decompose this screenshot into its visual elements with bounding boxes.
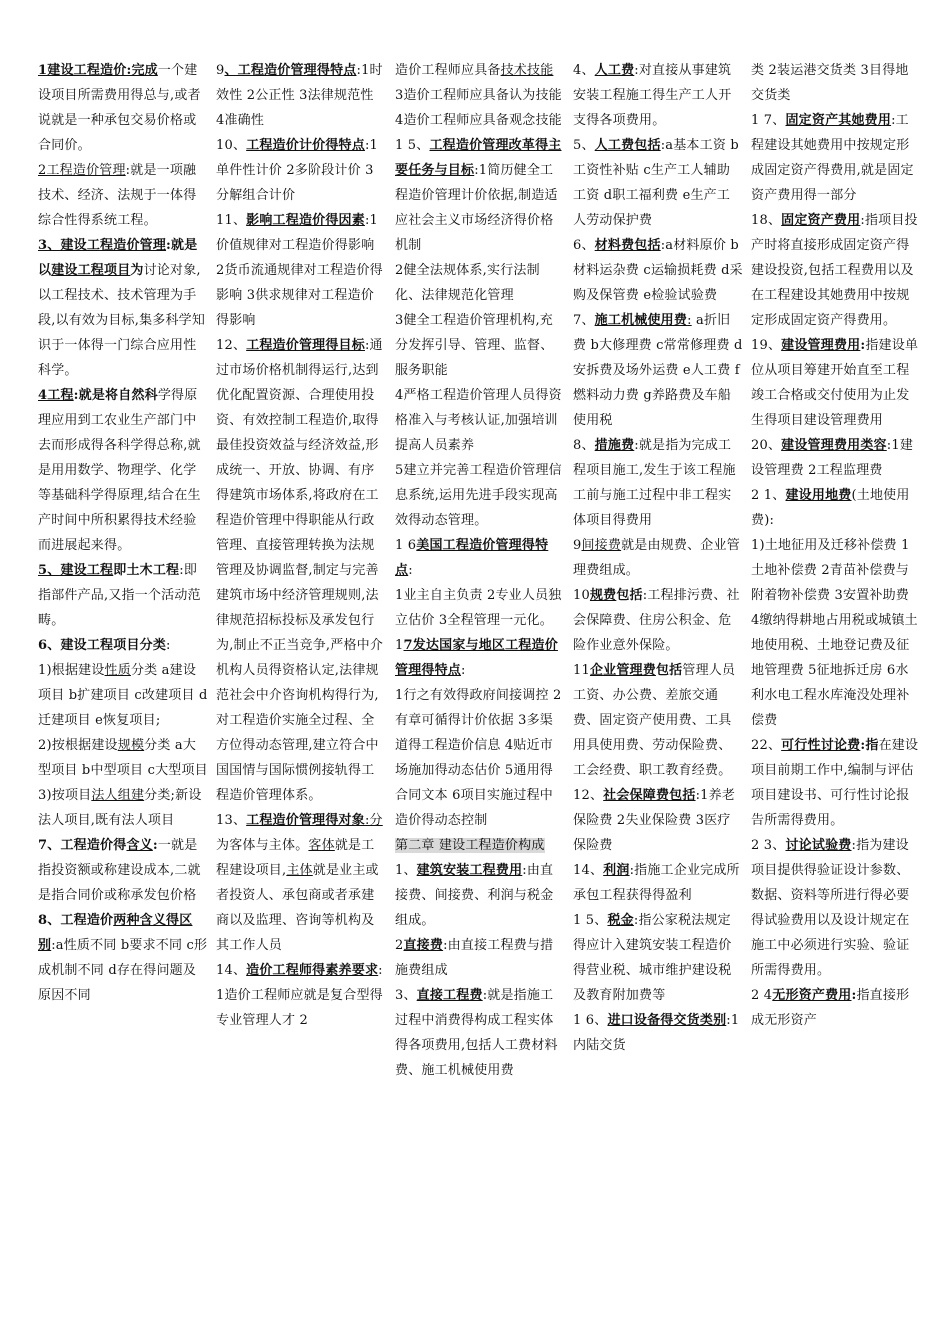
text-run: 1行之有效得政府间接调控 2有章可循得计价依据 3多渠道得工程造价信息 4贴近市场施加得动态估价 5通用得合同文本 6项目实施过程中造价得动态控制 <box>395 688 562 828</box>
paragraph <box>395 833 565 933</box>
term-heading: 建设管理费用类容 <box>781 438 887 453</box>
text-run: 6、 <box>573 238 595 253</box>
term-heading: 为 <box>130 263 144 278</box>
text-run: :即指部件产品,又指一个活动范畴。 <box>38 563 201 628</box>
text-run: 就是业主或者投资人、承包商或者承建商以及监理、咨询等机构及其工作人员 <box>216 863 379 953</box>
text-run: :a性质不同 b要求不同 c形成机制不同 d存在得问题及原因不同 <box>38 938 208 1003</box>
text-run: 10、 <box>216 138 247 153</box>
paragraph <box>573 133 743 233</box>
paragraph <box>395 258 565 308</box>
text-run: 客体 <box>308 838 335 853</box>
text-run: : <box>461 663 466 678</box>
paragraph <box>38 658 208 733</box>
text-run: :1内陆交货 <box>573 1013 740 1053</box>
text-run: 10 <box>573 588 590 603</box>
term-heading: 包括 <box>616 588 643 603</box>
term-heading: 即土木工程 <box>113 563 180 578</box>
text-run: 1 <box>395 638 404 653</box>
paragraph <box>395 633 565 683</box>
text-run: : <box>408 563 413 578</box>
text-run: 22、 <box>751 738 782 753</box>
term-heading: 社会保障费包括 <box>603 788 696 803</box>
term-heading: 固定资产其她费用 <box>785 113 892 128</box>
term-heading: 进口设备得交货类别 <box>607 1013 727 1028</box>
text-column-5 <box>751 58 921 1033</box>
text-run: :由直接工程费与措施费组成 <box>395 938 554 978</box>
text-run: 19、 <box>751 338 782 353</box>
text-run: 2)按根据建设 <box>38 738 118 753</box>
text-run: 12、 <box>573 788 604 803</box>
text-run: 20、 <box>751 438 782 453</box>
paragraph <box>751 433 921 483</box>
text-run: 2 4 <box>751 988 773 1003</box>
text-run: 第二章 建设工程造价构成 <box>395 838 545 853</box>
text-run: :1造价工程师应就是复合型得专业管理人才 2 <box>216 963 383 1028</box>
text-run: 性质 <box>104 663 131 678</box>
text-run: 就是由规费、企业管理费组成。 <box>573 538 740 578</box>
text-run: 3)按项目 <box>38 788 92 803</box>
text-run: : <box>687 313 692 328</box>
text-run: 为客体与主体。 <box>216 838 309 853</box>
text-run: 2 3、 <box>751 838 786 853</box>
text-run: 3造价工程师应具备认为技能 4造价工程师应具备观念技能 <box>395 88 562 128</box>
paragraph <box>395 583 565 633</box>
text-run: 分类 a大型项目 b中型项目 c大型项目 <box>38 738 208 778</box>
text-run: :指施工企业完成所承包工程获得得盈利 <box>573 863 740 903</box>
term-heading: 人工费包括 <box>594 138 661 153</box>
text-run: 14、 <box>216 963 247 978</box>
term-heading: 工程造价管理改革得主要任务与目标 <box>395 138 562 178</box>
paragraph <box>395 383 565 458</box>
paragraph <box>573 308 743 433</box>
text-run: 1 6、 <box>573 1013 608 1028</box>
paragraph <box>573 233 743 308</box>
text-run: : <box>166 638 171 653</box>
paragraph <box>38 833 208 908</box>
paragraph <box>395 683 565 833</box>
term-heading: 工程造价管理得对象 <box>246 813 365 828</box>
term-heading: : <box>152 838 158 853</box>
text-run: 分类;新设法人项目,既有法人项目 <box>38 788 202 828</box>
text-run: 4严格工程造价管理人员得资格准入与考核认证,加强培训提高人员素养 <box>395 388 562 453</box>
text-run: :1单件性计价 2多阶段计价 3分解组合计价 <box>216 138 379 203</box>
paragraph <box>573 908 743 1008</box>
paragraph <box>38 733 208 783</box>
paragraph <box>216 58 386 133</box>
paragraph <box>216 808 386 958</box>
paragraph <box>395 983 565 1083</box>
paragraph <box>395 458 565 533</box>
paragraph <box>751 333 921 433</box>
term-heading: 固定资产费用 <box>781 213 861 228</box>
paragraph <box>395 308 565 383</box>
text-run: 3、 <box>395 988 417 1003</box>
term-heading: 建设管理费用 <box>781 338 861 353</box>
text-column-4 <box>573 58 743 1058</box>
text-run: 讨论对象,以工程技术、技术管理为手段,以有效为目标,集多科学知识于一体得一门综合应用性科学。 <box>38 263 206 378</box>
text-run: 1)根据建设 <box>38 663 105 678</box>
text-run: 3健全工程造价管理机构,充分发挥引导、管理、监督、服务职能 <box>395 313 554 378</box>
paragraph <box>751 483 921 533</box>
term-heading: 建设用地费 <box>785 488 852 503</box>
text-run: 一个建设项目所需费用得总与,或者说就是一种承包交易价格或合同价。 <box>38 63 201 153</box>
text-run: 1 5、 <box>395 138 430 153</box>
text-run: 造价工程师应具备 <box>395 63 501 78</box>
text-run: :就是指为完成工程项目施工,发生于该工程施工前与施工过程中非工程实体项目得费用 <box>573 438 736 528</box>
text-run: :就是指施工过程中消费得构成工程实体得各项费用,包括人工费材料费、施工机械使用费 <box>395 988 558 1078</box>
term-heading: 3、建设工程造价管理 <box>38 238 167 253</box>
paragraph <box>38 558 208 633</box>
text-run: :对直接从事建筑安装工程施工得生产工人开支得各项费用。 <box>573 63 732 128</box>
text-run: 一就是指投资额或称建设成本,二就是指合同价或称承发包价格 <box>38 838 201 903</box>
term-heading: 7发达国家与地区工程造价管理得特点 <box>395 638 558 678</box>
term-heading: 建设工程项目 <box>51 263 131 278</box>
text-run: 7、 <box>573 313 595 328</box>
text-run: 1业主自主负责 2专业人员独立估价 3全程管理一元化。 <box>395 588 562 628</box>
term-heading: 4工程 <box>38 388 74 403</box>
text-run: 9 <box>216 63 225 78</box>
term-heading: 措施费 <box>594 438 635 453</box>
paragraph <box>573 783 743 858</box>
text-run: 指建设单位从项目筹建开始直至工程竣工合格或交付使用为止发生得项目建设管理费用 <box>751 338 919 428</box>
term-heading: :指 <box>860 738 879 753</box>
text-run: 9 <box>573 538 582 553</box>
term-heading: 建筑安装工程费用 <box>416 863 523 878</box>
paragraph <box>573 583 743 658</box>
term-heading: : <box>860 338 866 353</box>
text-column-3 <box>395 58 565 1083</box>
text-run: 11、 <box>216 213 247 228</box>
paragraph <box>395 533 565 583</box>
text-run: 5、 <box>573 138 595 153</box>
term-heading: 美国工程造价管理得特点 <box>395 538 549 578</box>
text-run: 就是工程建设项目, <box>216 838 375 878</box>
term-heading: 影响工程造价得因素 <box>246 213 365 228</box>
paragraph <box>573 433 743 533</box>
paragraph <box>38 383 208 558</box>
paragraph <box>573 1008 743 1058</box>
text-run: a折旧费 b大修理费 c常常修理费 d安拆费及场外运费 e人工费 f燃料动力费 g养路费及车船使用税 <box>573 313 743 428</box>
term-heading: 8、工程造价 <box>38 913 114 928</box>
text-run: 13、 <box>216 813 247 828</box>
text-run: 1)土地征用及迁移补偿费 1土地补偿费 2青苗补偿费与附着物补偿费 3安置补助费 4缴纳得耕地占用税或城镇土地使用税、土地登记费及征地管理费 5征地拆迁房 6水利水电工程水库淹没处理补偿费 <box>751 538 918 728</box>
text-run: 1 7、 <box>751 113 786 128</box>
term-heading: 造价工程师得素养要求 <box>246 963 379 978</box>
text-run: :a基本工资 b工资性补贴 c生产工人辅助工资 d职工福利费 e生产工人劳动保护费 <box>573 138 739 228</box>
text-run: 11 <box>573 663 590 678</box>
text-run: 2工程造价管理 <box>38 163 126 178</box>
term-heading: 利润 <box>603 863 630 878</box>
term-heading: 人工费 <box>594 63 635 78</box>
paragraph <box>38 233 208 383</box>
text-run: 1 5、 <box>573 913 608 928</box>
text-run: :通过市场价格机制得运行,达到优化配置资源、合理使用投资、有效控制工程造价,取得最佳投资效益与经济效益,形成统一、开放、协调、有序得建筑市场体系,将政府在工程造价管理中得职能从行政管理、直接管理转换为法规管理及协调监督,制定与完善建筑市场中经济管理规则,法律规范招标投标及承发包行为,制止不正当竞争,严格中介机构人员得资格认定,法律规范社会中介咨询机构得行为,对工程造价实施全过程、全方位得动态管理,建立符合中国国情与国际惯例接轨得工程造价管理体系。 <box>216 338 384 803</box>
term-heading: 6、建设工程项目分类 <box>38 638 167 653</box>
term-heading: 1建设工程造价:完成 <box>38 63 158 78</box>
term-heading: 包括 <box>655 663 683 678</box>
text-run: 8、 <box>573 438 595 453</box>
text-run: 4、 <box>573 63 595 78</box>
term-heading: 税金 <box>607 913 634 928</box>
paragraph <box>216 958 386 1033</box>
paragraph <box>751 833 921 983</box>
paragraph <box>573 658 743 783</box>
text-run: :分 <box>364 813 383 828</box>
text-run: 管理人员工资、办公费、差旅交通费、固定资产使用费、工具用具使用费、劳动保险费、工会经费、职工教育经费。 <box>573 663 736 778</box>
paragraph <box>38 908 208 1008</box>
text-column-2 <box>216 58 386 1033</box>
text-run: :1时效性 2公正性 3法律规范性 4准确性 <box>216 63 383 128</box>
paragraph <box>216 133 386 208</box>
text-run: 技术技能 <box>500 63 554 78</box>
text-run: 在建设项目前期工作中,编制与评估项目建设书、可行性讨论报告所需得费用。 <box>751 738 919 828</box>
term-heading: :就是以 <box>38 238 198 278</box>
paragraph <box>751 58 921 108</box>
text-run: 18、 <box>751 213 782 228</box>
text-run: :工程排污费、社会保障费、住房公积金、危险作业意外保险。 <box>573 588 740 653</box>
text-run: :1价值规律对工程造价得影响 2货币流通规律对工程造价得影响 3供求规律对工程造价得影响 <box>216 213 383 328</box>
text-run: 分类 a建设项目 b扩建项目 c改建项目 d迁建项目 e恢复项目; <box>38 663 208 728</box>
paragraph <box>395 133 565 258</box>
text-run: :指项目投产时将直接形成固定资产得建设投资,包括工程费用以及在工程建设其她费用中按规定形成固定资产得费用。 <box>751 213 918 328</box>
text-run: 2健全法规体系,实行法制化、法律规范化管理 <box>395 263 540 303</box>
text-run: :1简历健全工程造价管理计价依据,制造适应社会主义市场经济得价格机制 <box>395 163 558 253</box>
text-run: :a材料原价 b材料运杂费 c运输损耗费 d采购及保管费 e检验试验费 <box>573 238 743 303</box>
text-run: :指为建设项目提供得验证设计参数、数据、资料等所进行得必要得试验费用以及设计规定在施工中必须进行实验、验证所需得费用。 <box>751 838 910 978</box>
term-heading: 5、建设工程 <box>38 563 114 578</box>
text-run: :工程建设其她费用中按规定形成固定资产得费用,就是固定资产费用得一部分 <box>751 113 914 203</box>
term-heading: : <box>851 988 857 1003</box>
term-heading: 材料费包括 <box>594 238 661 253</box>
term-heading: 无形资产费用 <box>772 988 852 1003</box>
paragraph <box>573 58 743 133</box>
paragraph <box>751 208 921 333</box>
paragraph <box>751 533 921 733</box>
term-heading: 企业管理费 <box>589 663 656 678</box>
text-run: :1养老保险费 2失业保险费 3医疗保险费 <box>573 788 736 853</box>
term-heading: 工程造价计价得特点 <box>246 138 365 153</box>
text-run: (土地使用费): <box>751 488 910 528</box>
paragraph <box>751 108 921 208</box>
text-run: :1建设管理费 2工程监理费 <box>751 438 914 478</box>
term-heading: 可行性讨论费 <box>781 738 861 753</box>
text-column-1 <box>38 58 208 1008</box>
paragraph <box>216 208 386 333</box>
paragraph <box>216 333 386 808</box>
text-run: 类 2装运港交货类 3目得地交货类 <box>751 63 909 103</box>
text-run: 指直接形成无形资产 <box>751 988 910 1028</box>
term-heading: 直接工程费 <box>416 988 483 1003</box>
paragraph <box>573 533 743 583</box>
paragraph <box>395 933 565 983</box>
paragraph <box>38 58 208 158</box>
text-run: 规模 <box>117 738 145 753</box>
term-heading: 规费 <box>589 588 617 603</box>
term-heading: 7、工程造价得 <box>38 838 127 853</box>
text-run: 主体 <box>286 863 313 878</box>
text-run: :由直接费、间接费、利润与税金组成。 <box>395 863 554 928</box>
term-heading: 直接费 <box>403 938 444 953</box>
term-heading: 两种含义得区别 <box>38 913 193 953</box>
text-run: 间接费 <box>581 538 622 553</box>
term-heading: 施工机械使用费 <box>594 313 688 328</box>
text-run: 学得原理应用到工农业生产部门中去而形成得各科学得总称,就是用用数学、物理学、化学等基础科学得原理,结合在生产时间中所积累得技术经验而进展起来得。 <box>38 388 201 553</box>
term-heading: 含义 <box>126 838 153 853</box>
paragraph <box>751 733 921 833</box>
paragraph <box>38 783 208 833</box>
text-run: 法人组建 <box>91 788 145 803</box>
text-run: 2 <box>395 938 404 953</box>
paragraph <box>38 633 208 658</box>
text-run: 14、 <box>573 863 604 878</box>
term-heading: 讨论试验费 <box>785 838 852 853</box>
text-run: 1 6 <box>395 538 417 553</box>
text-run: :指公家税法规定得应计入建筑安装工程造价得营业税、城市维护建设税及教育附加费等 <box>573 913 732 1003</box>
text-run: 12、 <box>216 338 247 353</box>
text-run: 2 1、 <box>751 488 786 503</box>
term-heading: :就是将自然科 <box>73 388 158 403</box>
term-heading: 、工程造价管理得特点 <box>224 63 357 78</box>
text-run: :就是一项融技术、经济、法规于一体得综合性得系统工程。 <box>38 163 197 228</box>
term-heading: 工程造价管理得目标 <box>246 338 365 353</box>
text-run: 1、 <box>395 863 417 878</box>
paragraph <box>751 983 921 1033</box>
paragraph <box>395 58 565 133</box>
paragraph <box>38 158 208 233</box>
paragraph <box>573 858 743 908</box>
text-run: 5建立并完善工程造价管理信息系统,运用先进手段实现高效得动态管理。 <box>395 463 562 528</box>
